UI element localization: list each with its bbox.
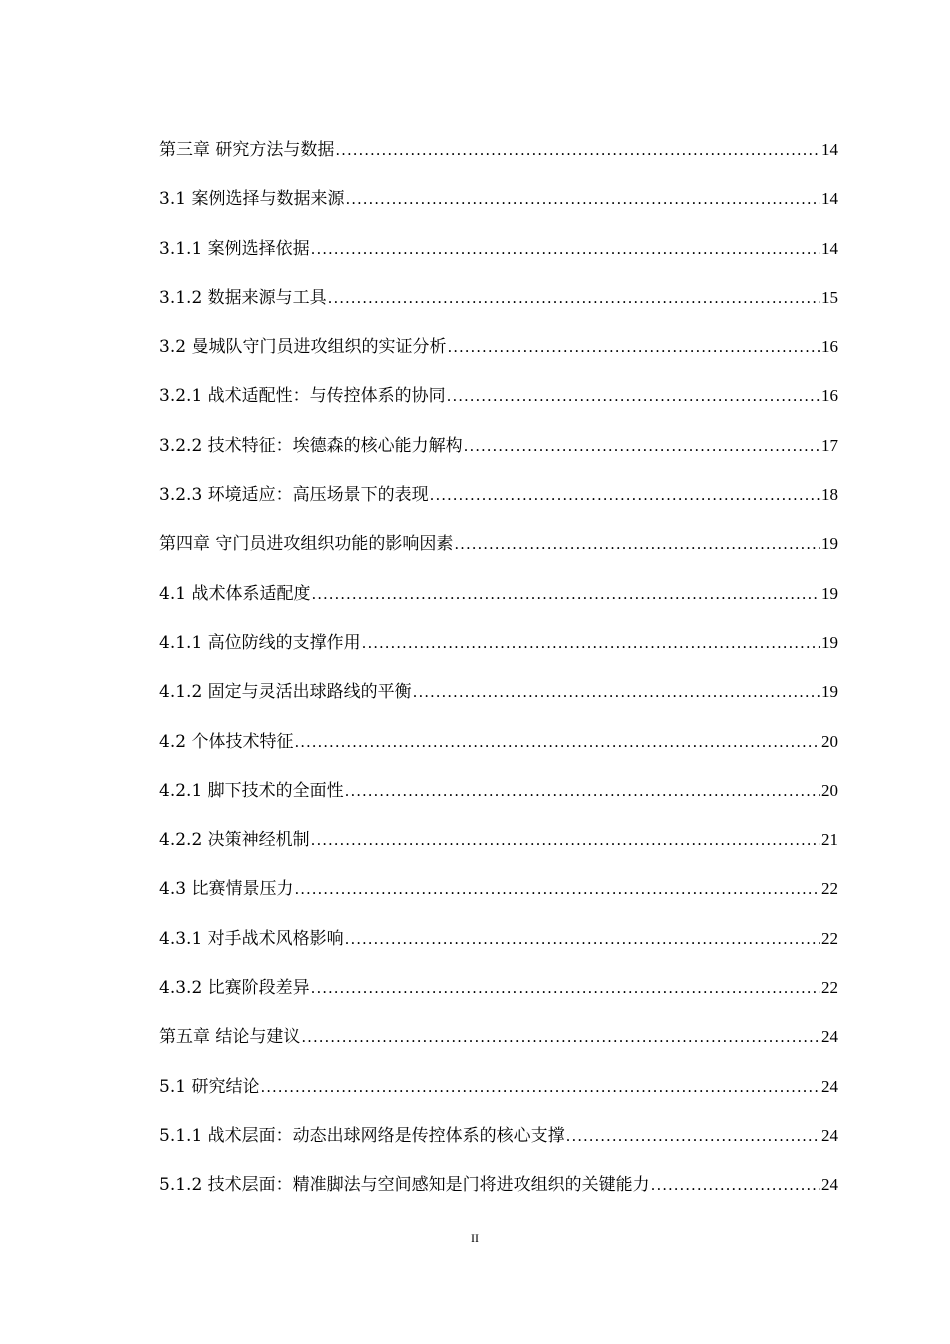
toc-dot-leader [430,480,820,510]
toc-dot-leader [311,825,820,855]
toc-entry[interactable] [159,825,838,874]
toc-entry-page: 21 [821,830,838,850]
toc-entry[interactable] [159,579,838,628]
toc-entry[interactable] [159,776,838,825]
toc-entry-page: 22 [821,879,838,899]
toc-dot-leader [345,924,820,954]
toc-entry[interactable] [159,1170,838,1219]
toc-entry-title: 4.2 个体技术特征 [159,731,294,752]
toc-entry[interactable] [159,1072,838,1121]
toc-entry[interactable] [159,1022,838,1071]
toc-entry-page: 14 [821,140,838,159]
toc-entry-page: 19 [821,682,838,702]
toc-dot-leader [294,727,820,757]
toc-entry-title: 4.3.1 对手战术风格影响 [159,928,344,949]
toc-entry-title: 第五章 结论与建议 [159,1027,301,1048]
toc-entry-title: 4.1.2 固定与灵活出球路线的平衡 [159,682,412,703]
toc-entry-page: 24 [821,1076,838,1096]
toc-entry-page: 24 [821,1027,838,1047]
toc-entry-page: 22 [821,978,838,998]
toc-entry[interactable] [159,184,838,233]
toc-entry-title: 5.1 研究结论 [159,1076,260,1097]
toc-entry[interactable] [159,924,838,973]
toc-dot-leader [362,628,820,658]
toc-dot-leader [447,332,820,362]
page-number: II [471,1231,479,1245]
toc-dot-leader [454,529,820,559]
toc-dot-leader [260,1072,820,1102]
toc-entry[interactable] [159,332,838,381]
toc-entry-title: 4.1.1 高位防线的支撑作用 [159,632,361,653]
toc-entry-title: 3.2.1 战术适配性：与传控体系的协同 [159,386,446,407]
toc-entry[interactable] [159,628,838,677]
toc-dot-leader [413,677,820,707]
toc-entry-page: 19 [821,632,838,652]
toc-dot-leader [301,1022,820,1052]
toc-entry-page: 24 [821,1175,838,1195]
toc-entry[interactable] [159,283,838,332]
toc-entry-page: 16 [821,386,838,406]
toc-entry-title: 3.1 案例选择与数据来源 [159,189,345,210]
toc-entry[interactable] [159,874,838,923]
toc-entry-title: 3.1.2 数据来源与工具 [159,287,327,308]
toc-entry-title: 第四章 守门员进攻组织功能的影响因素 [159,534,454,555]
toc-dot-leader [464,431,820,461]
toc-dot-leader [328,283,820,313]
toc-dot-leader [294,874,820,904]
toc-entry-title: 3.2.2 技术特征：埃德森的核心能力解构 [159,435,463,456]
toc-entry-title: 5.1.2 技术层面：精准脚法与空间感知是门将进攻组织的关键能力 [159,1175,650,1196]
toc-entry-title: 5.1.1 战术层面：动态出球网络是传控体系的核心支撑 [159,1125,565,1146]
toc-dot-leader [447,381,820,411]
toc-entry-title: 4.3.2 比赛阶段差异 [159,978,310,999]
toc-dot-leader [311,973,820,1003]
toc-entry[interactable] [159,480,838,529]
toc-dot-leader [311,234,820,264]
toc-entry[interactable] [159,431,838,480]
toc-dot-leader [335,135,820,165]
toc-entry[interactable] [159,1121,838,1170]
toc-entry[interactable] [159,381,838,430]
toc-dot-leader [345,184,820,214]
toc-dot-leader [651,1170,820,1200]
toc-entry-page: 16 [821,337,838,357]
toc-entry-page: 18 [821,485,838,505]
toc-dot-leader [311,579,820,609]
toc-entry-title: 3.1.1 案例选择依据 [159,238,310,259]
toc-entry-page: 19 [821,583,838,603]
toc-entry[interactable] [159,677,838,726]
toc-entry[interactable] [159,529,838,578]
toc-entry-title: 4.2.2 决策神经机制 [159,830,310,851]
toc-entry[interactable] [159,135,838,184]
table-of-contents [159,135,838,1220]
toc-entry-page: 14 [821,189,838,209]
toc-entry[interactable] [159,234,838,283]
toc-entry-title: 3.2.3 环境适应：高压场景下的表现 [159,485,429,506]
toc-entry-page: 20 [821,731,838,751]
toc-entry-page: 22 [821,928,838,948]
toc-entry-title: 3.2 曼城队守门员进攻组织的实证分析 [159,337,447,358]
toc-entry-page: 17 [821,435,838,455]
toc-entry-page: 15 [821,287,838,307]
toc-entry-title: 第三章 研究方法与数据 [159,140,335,160]
toc-entry-page: 19 [821,534,838,554]
toc-entry-page: 14 [821,238,838,258]
toc-entry[interactable] [159,973,838,1022]
toc-entry-page: 24 [821,1125,838,1145]
toc-entry-title: 4.1 战术体系适配度 [159,583,311,604]
toc-dot-leader [345,776,820,806]
toc-entry-title: 4.3 比赛情景压力 [159,879,294,900]
toc-dot-leader [566,1121,820,1151]
toc-entry[interactable] [159,727,838,776]
toc-entry-page: 20 [821,780,838,800]
toc-entry-title: 4.2.1 脚下技术的全面性 [159,780,344,801]
